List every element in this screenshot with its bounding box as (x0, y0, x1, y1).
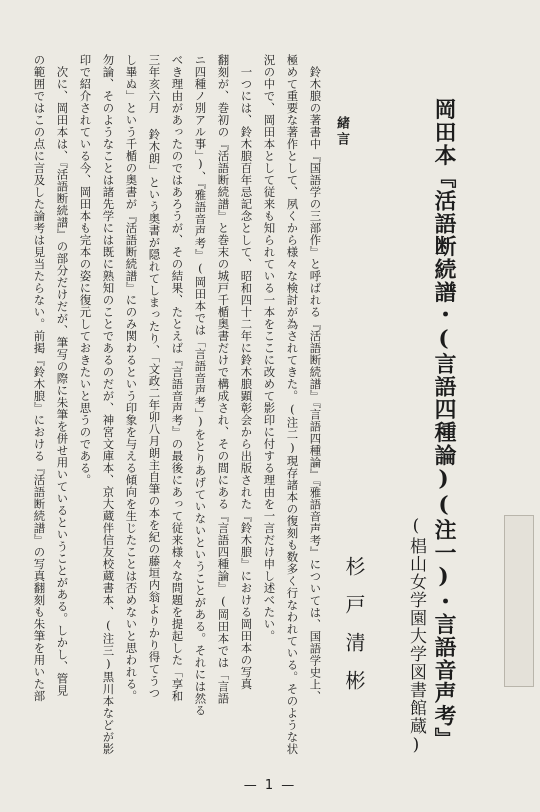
body-column: 一つには、鈴木朖百年忌記念として、昭和四十二年に鈴木朖顕彰会から出版された『鈴木朖』における岡田本の写真 (239, 66, 254, 690)
body-column: の範囲ではこの点に言及した論考は見当たらない。前掲『鈴木朖』における『活語断続譜』の写真翻刻も朱筆を用いた部 (32, 54, 47, 702)
section-heading: 緒言 (334, 116, 349, 148)
author-name: 杉戸清彬 (342, 556, 366, 708)
body-column: 勿論、そのようなことは諸先学には既に熟知のことであるのだが、神宮文庫本、京大蔵伴信友校蔵書本、(注三)黒川本などが影 (101, 54, 116, 756)
document-title: 岡田本『活語断続譜・(言語四種論)(注一)・言語音声考』 (431, 98, 456, 750)
body-column: ニ四種ノ別アル事」)、『雅語音声考』(岡田本では「言語音声考」)をとりあげていないということがある。それには然る (193, 54, 208, 717)
body-column: 翻刻が、巻初の『活語断続譜』と巻末の城戸千楯奥書だけで構成され、その間にある『言語四種論』(岡田本では「言語 (216, 54, 231, 705)
body-column: 極めて重要な著作として、夙くから様々な検討が為されてきた。(注二)現存諸本の復刻も数多く行なわれている。そのような状 (285, 54, 300, 756)
body-column: 印で紹介されている今、岡田本も完本の姿に復元しておきたいと思うのである。 (78, 54, 93, 486)
document-subtitle: (椙山女学園大学図書館蔵) (406, 516, 426, 756)
body-column: べき理由があったのではあろうが、その結果、たとえば『言語音声考』の最後にあって従来様々な問題を提起した「享和 (170, 54, 185, 702)
body-column: 況の中で、岡田本として従来も知られている一本をここに改めて影印に付する理由を一言だけ申し述べたい。 (262, 54, 277, 642)
body-column: し畢ぬ」という千楯の奥書が『活語断続譜』にのみ関わるという印象を与える傾向を生じたことは否めないと思われる。 (124, 54, 139, 702)
body-column: 鈴木朖の著書中『国語学の三部作』と呼ばれる『活語断続譜』『言語四種論』『雅語音声考』については、国語学史上、 (308, 66, 323, 703)
body-column: 次に、岡田本は、『活語断続譜』の部分だけだが、筆写の際に朱筆を併せ用いているということがある。しかし、管見 (55, 66, 70, 697)
page-number: — 1 — (243, 778, 297, 793)
body-column: 三年亥六月 鈴木朗」という奥書が隠れてしまったり、「文政二年卯八月朗主自筆の本を紀の藤垣内翁よりかり得てうつ (147, 54, 162, 699)
margin-label-box (504, 515, 534, 687)
